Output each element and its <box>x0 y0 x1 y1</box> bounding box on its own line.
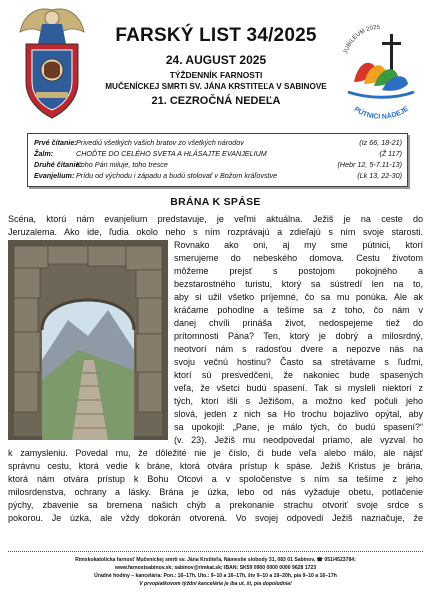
footer-office-hours: Úradné hodiny – kancelária: Pon.: 16–17h, Uto.: 9–10 a 16–17h, štv 9–10 a 19–20h, pia 9–10 a 16–17h <box>94 573 337 579</box>
reading-text: Privediú všetkých vašich bratov zo všetkých národov <box>76 138 244 147</box>
article-line: veľa, že všetci budú spasení. Tak si mysleli niektorí z <box>174 383 423 393</box>
article-line: tých, ktorí išli s Ježišom, a možno keď počuli jeho <box>174 396 423 406</box>
reading-label: Druhé čítanie: <box>34 160 82 169</box>
article-line: (v. 23). Ježiš mu neodpovedal priamo, ale vyzval ho <box>174 435 423 445</box>
jubilee-logo-text: JUBILEUM 2025 <box>343 24 381 55</box>
article-line: Jeruzalema. Ako ide, ľudia okolo neho s ním rozprávajú a zdieľajú s ním svoje starosti. <box>8 227 423 237</box>
readings-box <box>27 133 408 187</box>
article-heading: BRÁNA K SPÁSE <box>170 196 261 208</box>
footer-contacts: www.farnostsabinov.sk; sabinov@rimkat.sk; IBAN: SK59 0900 0000 0000 9628 1723 <box>114 565 317 571</box>
publication-subtitle: TÝŽDENNÍK FARNOSTI <box>169 70 263 80</box>
article-line: správnu cestu, ktorá vedie k bráne, ktorá otvára prístup k spáse. Ježiš Kristus je brána, <box>8 461 423 471</box>
parish-name: MUČENÍCKEJ SMRTI SV. JÁNA KRSTITEĽA V SABINOVE <box>105 82 327 91</box>
reading-row <box>34 138 402 148</box>
jubilee-logo-icon <box>336 12 422 120</box>
article-line: danej chvíli prináša život, nedospejeme tiež do <box>174 318 423 328</box>
reading-reference: (Lk 13, 22-30) <box>357 171 402 180</box>
article-line: môžeme prejsť s postojom pokojného a <box>174 266 423 276</box>
article-line: k zamysleniu. Povedal mu, že dôležité nie je číslo, či bude veľa alebo málo, ale nájsť <box>8 448 423 458</box>
reading-row <box>34 160 402 170</box>
reading-text: CHOĎTE DO CELÉHO SVETA A HLÁSAJTE EVANJELIUM <box>76 149 267 158</box>
article-line: bezstarostného turistu, ktorý sa sústredí len na to, <box>174 279 423 289</box>
reading-label: Evanjelium: <box>34 171 75 180</box>
article-line: pýchy, zbavenie sa bremena našich chýb a prekonanie strachu otvoriť svoje srdce s <box>8 500 423 510</box>
reading-row <box>34 149 402 159</box>
reading-text: Prídu od východu i západu a budú stolovať v Božom kráľovstve <box>76 171 278 180</box>
footer-note: V prvopiatkovom týždni kancelária je iba ut, št, pia dopoludnia! <box>139 581 292 587</box>
article-line: ktorá nám otvára prístup k Bohu Otcovi a v spoločenstve s ním sa tešíme z jeho <box>8 474 423 484</box>
article-line: prítomnosti Pána? Ten, ktorý je dobrý a milosrdný, <box>174 331 423 341</box>
newsletter-title: FARSKÝ LIST 34/2025 <box>115 25 317 46</box>
reading-label: Prvé čítanie: <box>34 138 77 147</box>
article-line: Scéna, ktorú nám evanjelium predstavuje, je veľmi aktuálna. Ježiš je na ceste do <box>8 214 423 224</box>
article-line: pokorou. Je úzka, ale vždy dokorán otvorená. Vo svojej odpovedi Ježiš naznačuje, že <box>8 513 423 523</box>
article-line: milosrdenstva, ochrany a lásky. Brána je úzka, lebo od nás vyžaduje obetu, potlačenie <box>8 487 423 497</box>
footer-divider <box>8 551 423 552</box>
article-line: kráčame pohodlne a tešíme sa z toho, čo nám v <box>174 305 423 315</box>
article-line: svoju večnú hostinu? Často sa stretávame s ľuďmi, <box>174 357 423 367</box>
issue-date: 24. AUGUST 2025 <box>165 53 267 67</box>
jubilee-logo-motto: PÚTNICI NÁDEJE <box>352 105 410 120</box>
header <box>0 0 431 130</box>
footer-address: Rímskokatolícka farnosť Mučeníckej smrti sv. Jána Krstiteľa, Námestie slobody 31, 083 01 Sabinov, ☎ 051/4523784; <box>75 557 356 563</box>
reading-reference: (Hebr 12, 5-7.11-13) <box>337 160 402 169</box>
reading-reference: (Ž 117) <box>379 149 402 158</box>
article-line: Rovnako ako oni, aj my sme pútnici, ktorí <box>174 240 423 250</box>
reading-label: Žalm: <box>34 149 54 158</box>
article-line: sa upokojil: „Pane, je málo tých, čo budú spasení?“ <box>174 422 423 432</box>
article-line: neotvorí nám s radosťou dvere a nepozve nás na <box>174 344 423 354</box>
reading-reference: (Iz 66, 18-21) <box>359 138 402 147</box>
stone-gate-photo <box>8 240 168 440</box>
article-line: aby si užil všetko príjemné, čo sa mu ponúka. Ale ak <box>174 292 423 302</box>
article-line: smerujeme do nebeského domova. Cestu životom <box>174 253 423 263</box>
article-line: ktorí sú presvedčení, že nakoniec bude spasených <box>174 370 423 380</box>
reading-row <box>34 171 402 181</box>
article-line: slová, jeden z nich sa Ho trochu bojazlivo opýtal, aby <box>174 409 423 419</box>
parish-crest-icon <box>12 4 92 122</box>
liturgical-sunday: 21. CEZROČNÁ NEDEĽA <box>151 95 281 107</box>
reading-text: Koho Pán miluje, toho tresce <box>76 160 168 169</box>
